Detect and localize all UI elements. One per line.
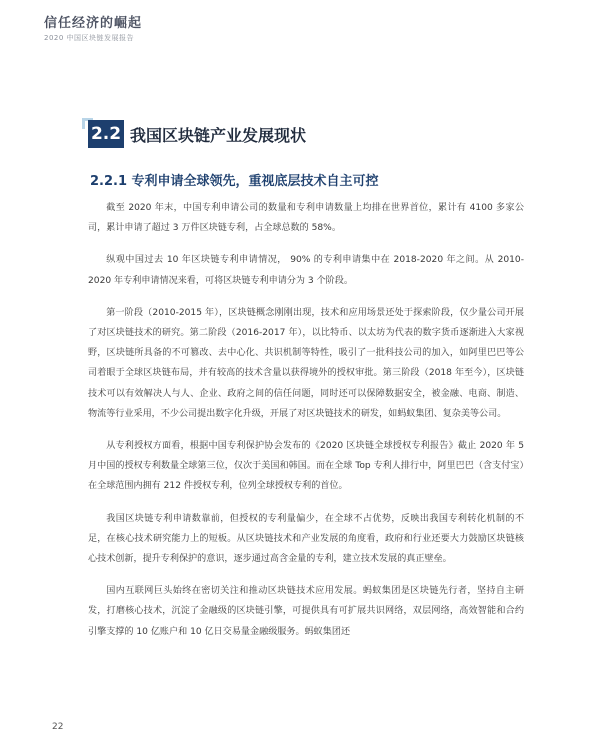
paragraph: 截至 2020 年末，中国专利申请公司的数量和专利申请数量上均排在世界首位，累计有 4100 多家公司，累计申请了超过 3 万件区块链专利，占全球总数的 58%。	[88, 203, 524, 234]
paragraph: 第一阶段（2010-2015 年），区块链概念刚刚出现，技术和应用场景还处于探索阶段，仅少量公司开展了对区块链技术的研究。第二阶段（2016-2017 年），以比特币、以太坊为代表的数字货币逐渐进入大家视野，区块链所具备的不可篡改、去中心化、共识机制等特性，吸引了一批科技公司的加入，如阿里巴巴等公司着眼于全球区块链布局，并有较高的技术含量以获得境外的授权审批。第三阶段（2018 年至今），区块链技术可以有效解决人与人、企业、政府之间的信任问题，同时还可以保障数据安全，被金融、电商、制造、物流等行业采用，不少公司提出数字化升级，开展了对区块链技术的研发，如蚂蚁集团、复杂美等公司。	[88, 307, 524, 419]
body-text	[88, 198, 524, 654]
paragraph: 纵观中国过去 10 年区块链专利申请情况， 90% 的专利申请集中在 2018-2020 年之间。从 2010-2020 年专利申请情况来看，可将区块链专利申请分为 3 个阶段。	[88, 255, 524, 286]
page-number: 22	[52, 722, 64, 732]
subsection-heading: 2.2.1 专利申请全球领先，重视底层技术自主可控	[90, 174, 379, 189]
section-heading	[82, 118, 306, 150]
paragraph: 从专利授权方面看，根据中国专利保护协会发布的《2020 区块链全球授权专利报告》截止 2020 年 5 月中国的授权专利数量全球第三位，仅次于美国和韩国。而在全球 Top 专利人排行中，阿里巴巴（含支付宝）在全球范围内拥有 212 件授权专利，位列全球授权专利的首位。	[88, 441, 524, 492]
section-title: 我国区块链产业发展现状	[130, 125, 307, 145]
section-number-badge	[82, 118, 120, 150]
report-title: 信任经济的崛起	[44, 16, 143, 31]
section-number: 2.2	[88, 120, 124, 148]
paragraph: 我国区块链专利申请数靠前，但授权的专利量偏少，在全球不占优势，反映出我国专利转化机制的不足，在核心技术研究能力上的短板。从区块链技术和产业发展的角度看，政府和行业还要大力鼓励区块链核心技术创新，提升专利保护的意识，逐步通过高含金量的专利，建立技术发展的真正壁垒。	[88, 513, 524, 565]
report-subtitle: 2020 中国区块链发展报告	[44, 34, 135, 42]
paragraph: 国内互联网巨头始终在密切关注和推动区块链技术应用发展。蚂蚁集团是区块链先行者，坚持自主研发，打磨核心技术，沉淀了金融级的区块链引擎，可提供具有可扩展共识网络，双层网络，高效智能和合约引擎支撑的 10 亿账户和 10 亿日交易量金融级服务。蚂蚁集团还	[88, 586, 524, 637]
report-header	[44, 12, 142, 43]
